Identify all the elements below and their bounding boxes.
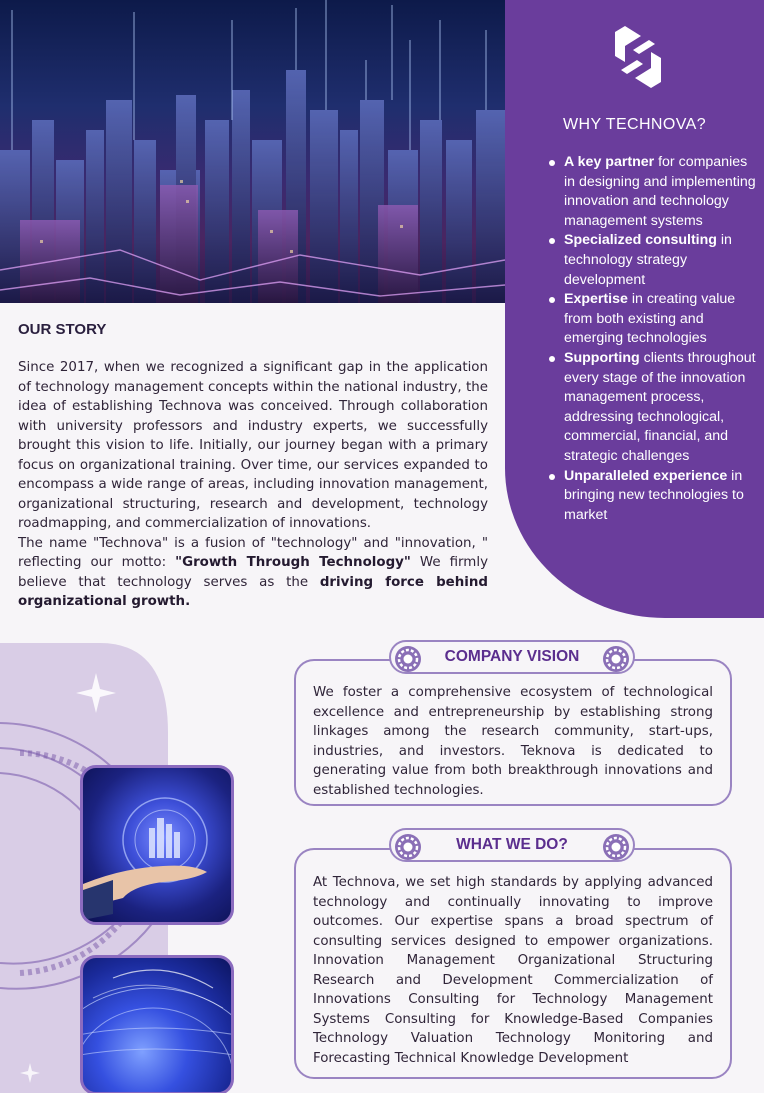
company-vision-heading [389, 640, 635, 674]
why-technova-list [547, 153, 759, 525]
why-technova-title: WHY TECHNOVA? [562, 116, 706, 133]
our-story-body [18, 358, 488, 612]
why-technova-panel [505, 0, 764, 618]
what-we-do-text: At Technova, we set high standards by applying advanced technology and continually innovating to improve outcomes. Our expertise spans a broad spectrum of consulting services designed to empower organizations. Innovation Management Organizational Structuring Research and Development Commercialization of Innovations Consulting for Technology Management Systems Consulting for Knowledge-Based Companies Technology Valuation Technology Monitoring and Forecasting Technical Knowledge Development [313, 875, 713, 1066]
gear-icon [393, 832, 423, 862]
hero-city-image [0, 0, 505, 303]
what-we-do-heading [389, 828, 635, 862]
hand-holding-city-image [80, 765, 234, 925]
company-vision-title: COMPANY VISION [444, 648, 580, 665]
digital-globe-image [80, 955, 234, 1093]
why-item: A key partner for companies in designing and implementing innovation and technology management systems [547, 153, 759, 231]
what-we-do-title: WHAT WE DO? [456, 836, 568, 853]
what-we-do-box [294, 848, 732, 1079]
company-vision-text: We foster a comprehensive ecosystem of technological excellence and entrepreneurship by establishing strong linkages among the research community, start-ups, industries, and investors. Teknova is dedicated to generating value from both breakthrough innovations and established technologies. [313, 685, 713, 798]
story-paragraph: Since 2017, when we recognized a significant gap in the application of technology management concepts within the national industry, the idea of establishing Technova was conceived. Through collaboration with university professors and industry experts, we successfully brought this vision to life. Initially, our journey began with a primary focus on organizational training. Over time, our services expanded to encompass a wide range of areas, including innovation management, organizational structuring, research and development, technology roadmapping, and commercialization of innovations. [18, 360, 488, 531]
gear-icon [601, 644, 631, 674]
gear-icon [601, 832, 631, 862]
story-paragraph-motto: The name "Technova" is a fusion of "technology" and "innovation, " reflecting our motto: "Growth Through Technology" We firmly believe that technology serves as the driving force behind organizational growth. [18, 535, 488, 609]
our-story-title: OUR STORY [18, 321, 107, 338]
technova-logo-icon [605, 22, 671, 92]
why-item: Supporting clients throughout every stage of the innovation management process, addressing technological, commercial, financial, and strategic challenges [547, 349, 759, 467]
why-item: Expertise in creating value from both existing and emerging technologies [547, 290, 759, 349]
why-item: Unparalleled experience in bringing new technologies to market [547, 467, 759, 526]
company-vision-box [294, 659, 732, 806]
why-item: Specialized consulting in technology strategy development [547, 231, 759, 290]
gear-icon [393, 644, 423, 674]
